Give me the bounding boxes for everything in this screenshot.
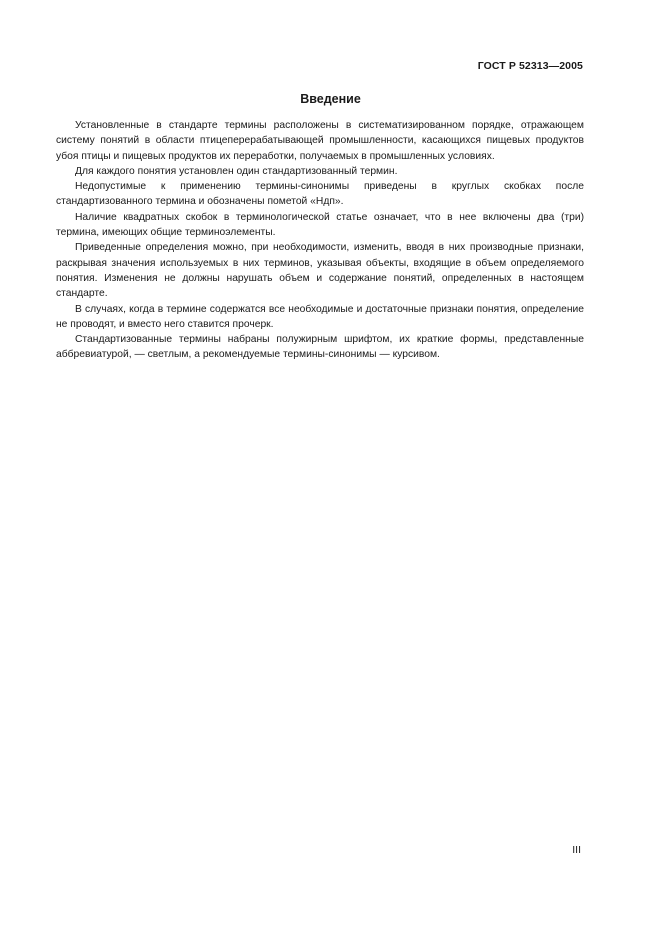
paragraph: Недопустимые к применению термины-синонимы приведены в круглых скобках после стандартизованного термина и обозначены пометой «Ндп».: [56, 181, 584, 208]
section-body: [56, 118, 584, 363]
paragraph: Стандартизованные термины набраны полужирным шрифтом, их краткие формы, представленные аббревиатурой, — светлым, а рекомендуемые термины-синонимы — курсивом.: [56, 334, 584, 361]
paragraph: Для каждого понятия установлен один стандартизованный термин.: [75, 165, 398, 177]
paragraph: Приведенные определения можно, при необходимости, изменить, вводя в них производные признаки, раскрывая значения используемых в них терминов, указывая объекты, входящие в объем определяемого понятия. Изменения не должны нарушать объем и содержание понятий, определенных в настоящем стандарте.: [56, 242, 584, 300]
document-code: ГОСТ Р 52313—2005: [477, 60, 583, 72]
section-title: Введение: [300, 92, 361, 106]
page-number: III: [572, 844, 581, 856]
paragraph: Установленные в стандарте термины расположены в систематизированном порядке, отражающем систему понятий в области птицеперерабатывающей промышленности, касающихся пищевых продуктов убоя птицы и пищевых продуктов их переработки, получаемых в промышленных условиях.: [56, 120, 584, 162]
paragraph: В случаях, когда в термине содержатся все необходимые и достаточные признаки понятия, определение не проводят, и вместо него ставится прочерк.: [56, 303, 584, 330]
paragraph: Наличие квадратных скобок в терминологической статье означает, что в нее включены два (три) термина, имеющих общие терминоэлементы.: [56, 211, 584, 239]
